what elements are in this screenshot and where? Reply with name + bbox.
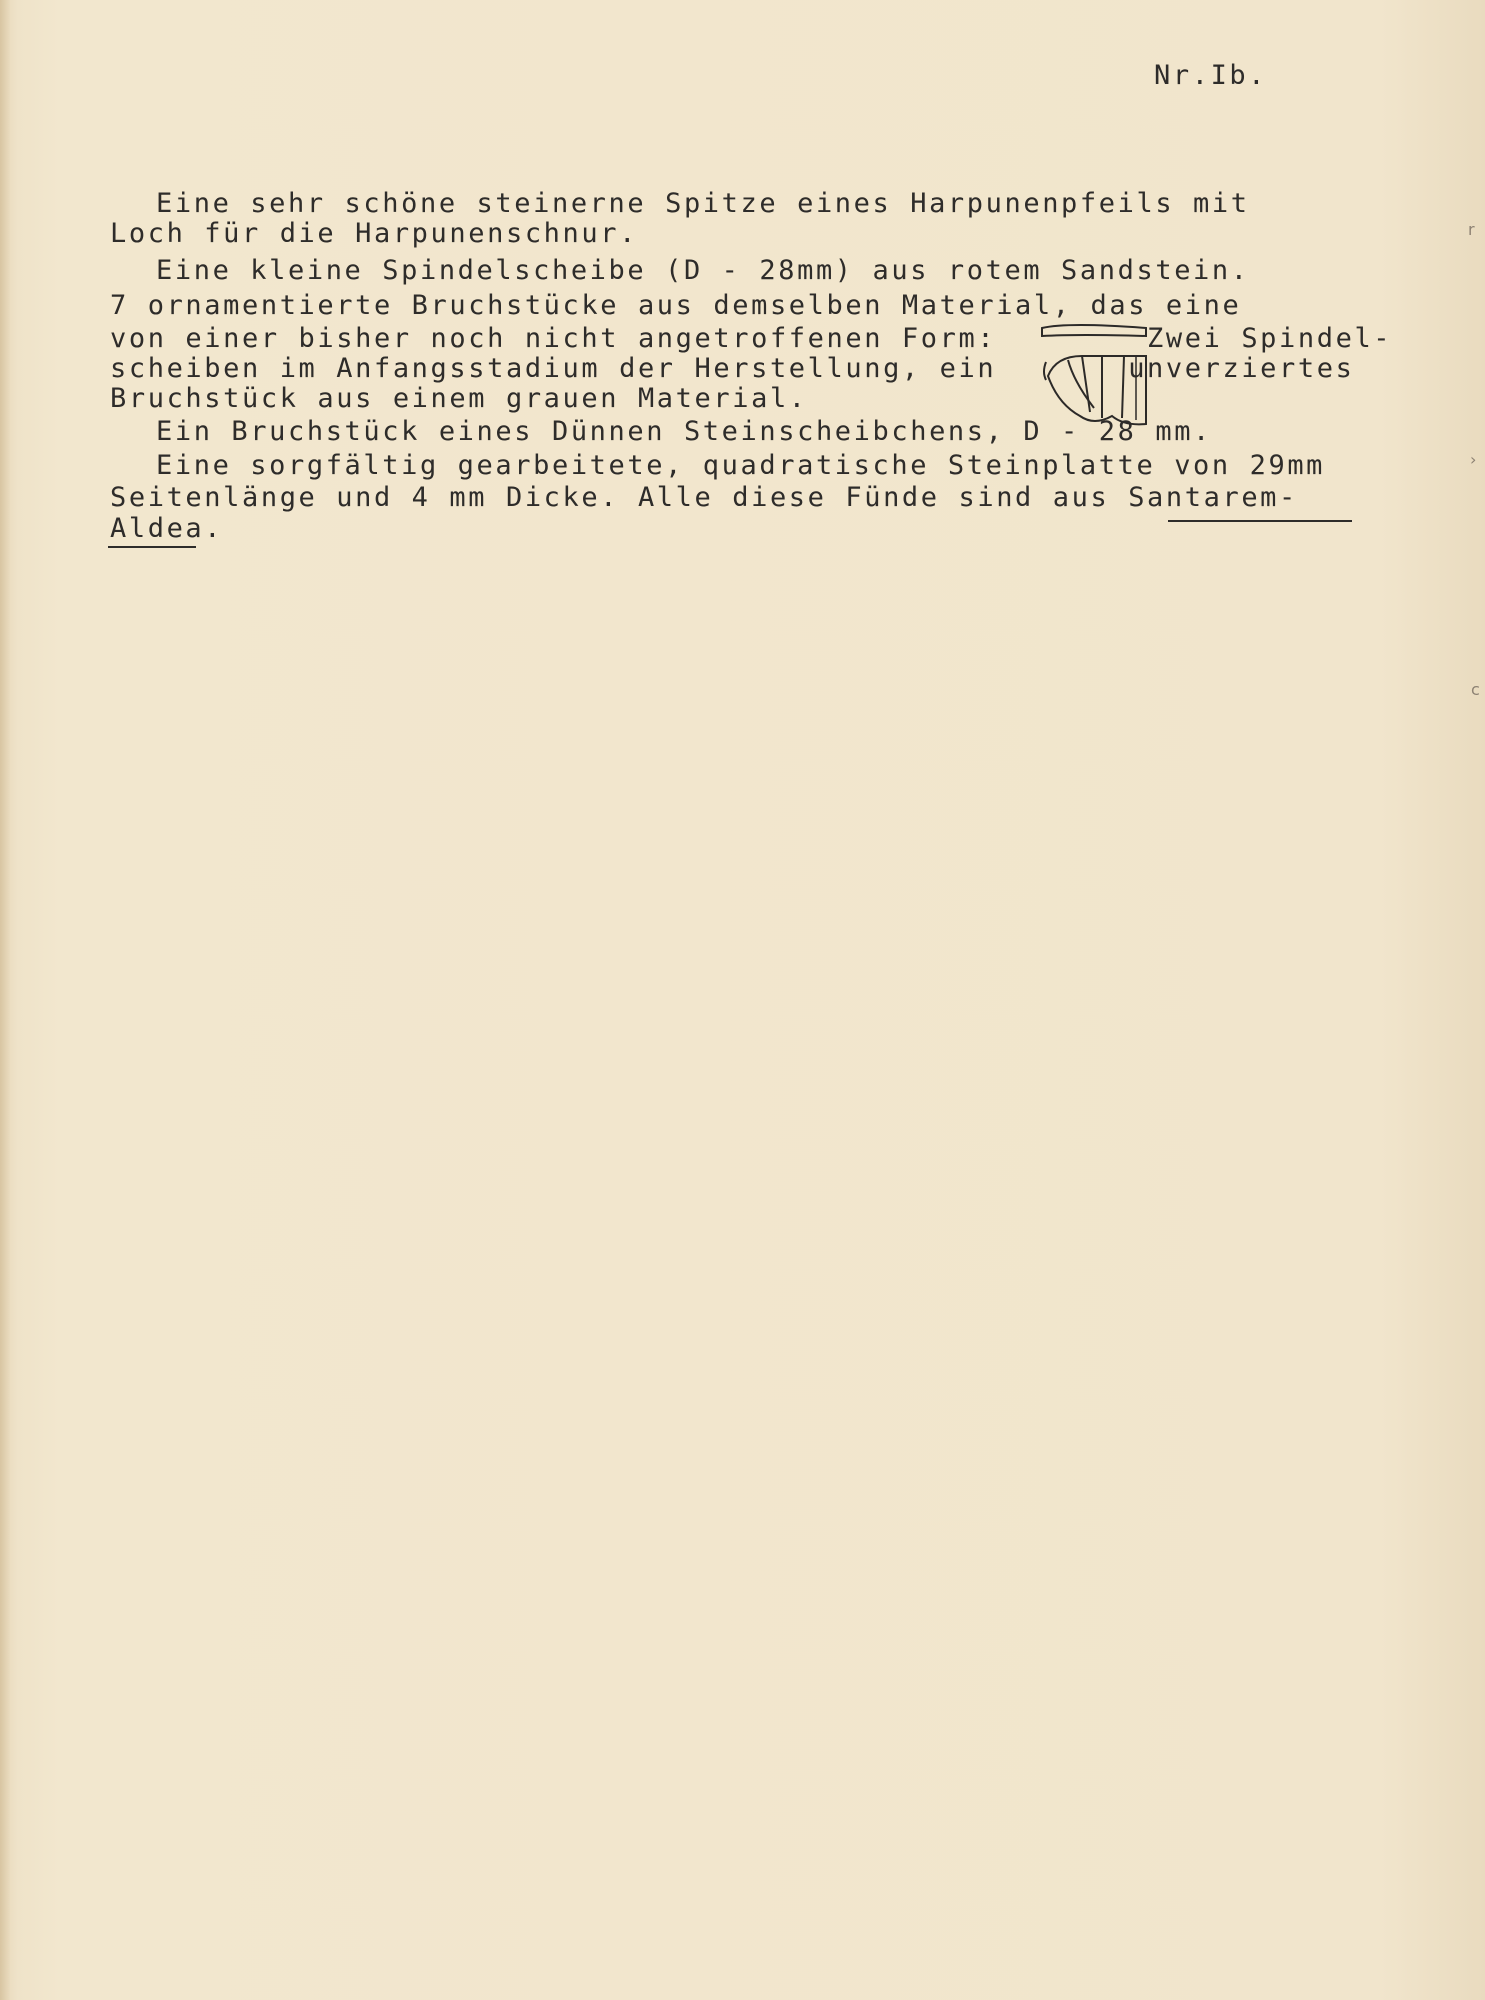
text-line-11: Aldea.	[110, 513, 224, 544]
page-number: Nr.Ib.	[1154, 60, 1268, 91]
text-line-7: Bruchstück aus einem grauen Material.	[110, 383, 808, 414]
spindle-whorl-fragment-sketch-icon	[1038, 320, 1158, 428]
text-line-4: 7 ornamentierte Bruchstücke aus demselben Material, das eine	[110, 290, 1242, 321]
underline-santarem	[1168, 520, 1352, 522]
text-line-9: Eine sorgfältig gearbeitete, quadratische Steinplatte von 29mm	[156, 450, 1326, 481]
text-line-10: Seitenlänge und 4 mm Dicke. Alle diese Fünde sind aus Santarem-	[110, 482, 1298, 513]
margin-mark: r	[1468, 220, 1475, 239]
text-line-5: von einer bisher noch nicht angetroffenen Form: Zwei Spindel-	[110, 323, 1393, 354]
text-line-3: Eine kleine Spindelscheibe (D - 28mm) aus rotem Sandstein.	[156, 255, 1250, 286]
underline-aldea	[108, 546, 196, 548]
margin-mark: ›	[1470, 450, 1477, 469]
text-line-8: Ein Bruchstück eines Dünnen Steinscheibchens, D - 28 mm.	[156, 416, 1212, 447]
text-line-6: scheiben im Anfangsstadium der Herstellung, ein unverziertes	[110, 353, 1355, 384]
text-line-1: Eine sehr schöne steinerne Spitze eines Harpunenpfeils mit	[156, 188, 1250, 219]
text-line-2: Loch für die Harpunenschnur.	[110, 218, 638, 249]
margin-mark: c	[1471, 680, 1480, 699]
page-edge-shadow	[0, 0, 10, 2000]
